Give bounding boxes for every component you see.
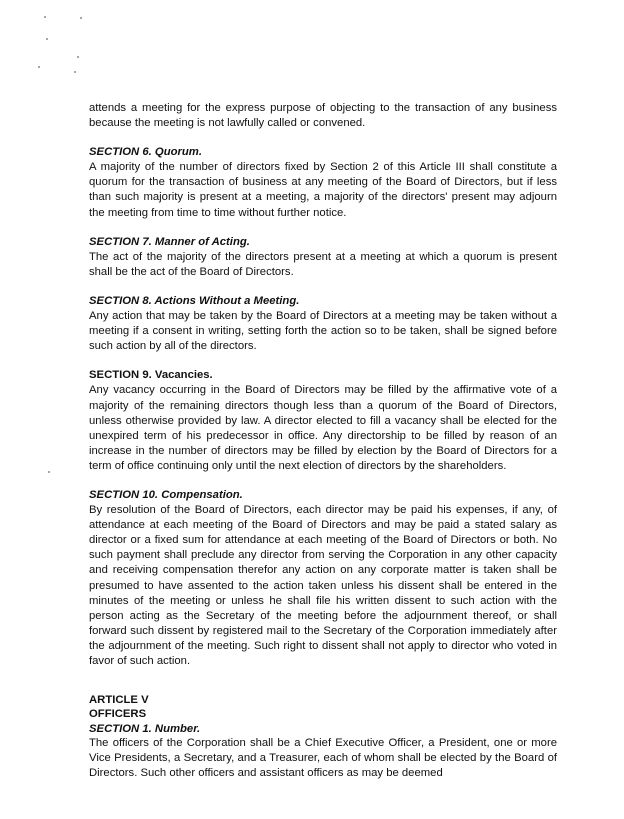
scan-speck [48,471,50,473]
scan-speck [74,71,76,73]
article-subtitle: OFFICERS [89,708,147,721]
section-8-body: Any action that may be taken by the Board of Directors at a meeting may be taken without a meeting if a consent in writing, setting forth the action so to be taken, shall be signed before such action by all of the directors. [89,310,557,353]
scan-speck [38,66,40,68]
section-9-heading: SECTION 9. Vacancies. [89,369,213,382]
section-8-heading: SECTION 8. Actions Without a Meeting. [89,294,300,307]
article-section-1-body: The officers of the Corporation shall be a Chief Executive Officer, a President, one or more Vice Presidents, a Secretary, and a Treasurer, each of whom shall be elected by the Board of Directors. Such other officers and assistant officers as may be deemed [89,736,557,779]
section-6 [89,145,557,220]
section-7-body: The act of the majority of the directors present at a meeting at which a quorum is present shall be the act of the Board of Directors. [89,250,557,278]
document-page [89,101,557,781]
article-section-1-heading: SECTION 1. Number. [89,722,201,735]
section-9 [89,368,557,474]
section-9-body: Any vacancy occurring in the Board of Directors may be filled by the affirmative vote of a majority of the remaining directors though less than a quorum of the Board of Directors, unless otherwise provided by law. A director elected to fill a vacancy shall be elected for the unexpired term of his predecessor in office. Any directorship to be filled by reason of an increase in the number of directors may be filled by election by the Board of Directors for a term of office continuing only until the next election of directors by the shareholders. [89,384,557,472]
intro-block [89,101,557,131]
section-6-heading: SECTION 6. Quorum. [89,146,202,159]
article-v [89,693,557,781]
intro-paragraph: attends a meeting for the express purpose of objecting to the transaction of any business because the meeting is not lawfully called or convened. [89,102,557,130]
scan-speck [77,56,79,58]
scan-speck [80,17,82,19]
scan-speck [44,16,46,18]
section-7 [89,235,557,280]
section-8 [89,294,557,354]
section-7-heading: SECTION 7. Manner of Acting. [89,235,250,248]
article-title: ARTICLE V [89,694,149,707]
section-6-body: A majority of the number of directors fixed by Section 2 of this Article III shall constitute a quorum for the transaction of business at any meeting of the Board of Directors, but if less than such majority is present at a meeting, a majority of the directors' present may adjourn the meeting from time to time without further notice. [89,161,557,219]
section-10-body: By resolution of the Board of Directors, each director may be paid his expenses, if any, of attendance at each meeting of the Board of Directors and may be paid a stated salary as director or a fixed sum for attendance at each meeting of the Board of Directors or both. No such payment shall preclude any director from serving the Corporation in any other capacity and receiving compensation therefor any action on any corporate matter is taken shall be presumed to have assented to the action taken unless his dissent shall be entered in the minutes of the meeting or unless he shall file his written dissent to such action with the person acting as the Secretary of the meeting before the adjournment thereof, or shall forward such dissent by registered mail to the Secretary of the Corporation immediately after the adjournment of the meeting. Such right to dissent shall not apply to director who voted in favor of such action. [89,504,557,667]
scan-speck [46,38,48,40]
section-10-heading: SECTION 10. Compensation. [89,488,243,501]
section-10 [89,488,557,669]
